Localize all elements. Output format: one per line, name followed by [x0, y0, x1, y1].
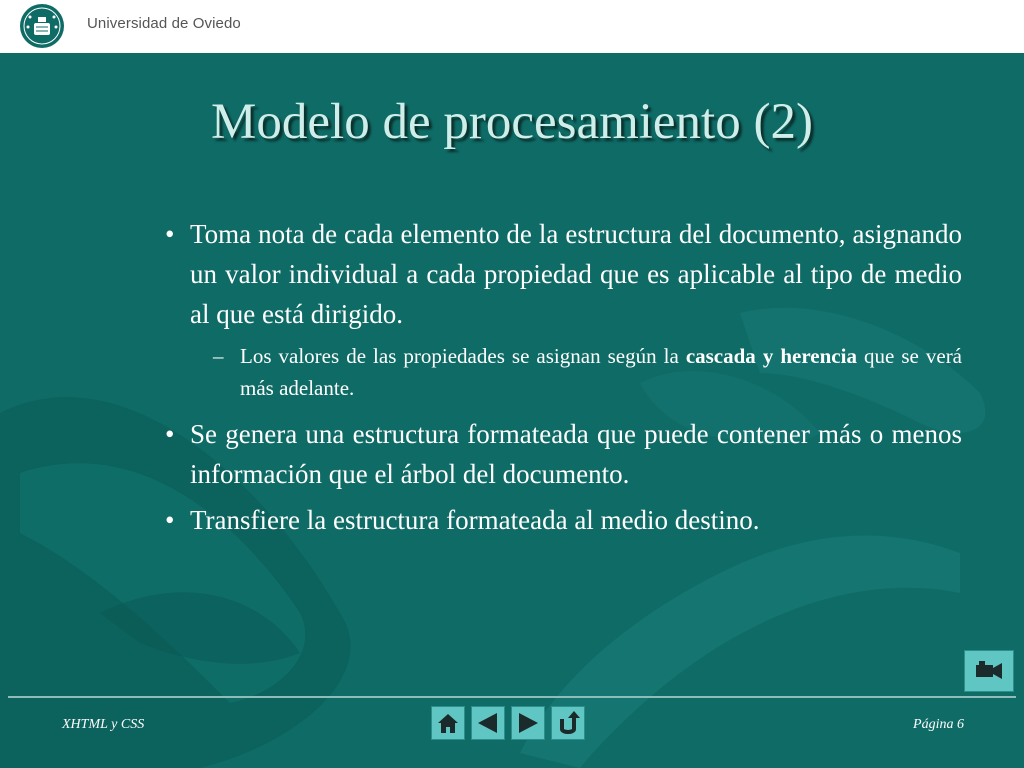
- video-camera-icon: [965, 651, 1013, 691]
- next-slide-button[interactable]: [511, 706, 545, 740]
- previous-icon: [472, 707, 504, 739]
- institution-name: Universidad de Oviedo: [87, 15, 241, 32]
- sub-bullet-text-end: que se verá más adelante.: [240, 344, 963, 400]
- header-bar: [0, 0, 1024, 52]
- bullet-marker: •: [165, 219, 175, 249]
- bullet-marker: •: [165, 419, 175, 449]
- next-icon: [512, 707, 544, 739]
- sub-bullet-text-start: Los valores de las propiedades se asignan según la: [240, 344, 686, 368]
- footer-divider: [8, 696, 1016, 698]
- university-seal-icon: [18, 3, 66, 49]
- bullet-marker: •: [165, 505, 175, 535]
- slide-body: [0, 53, 1024, 768]
- bullet-item: [165, 414, 962, 494]
- previous-slide-button[interactable]: [471, 706, 505, 740]
- slide-title: Modelo de procesamiento (2): [211, 94, 813, 150]
- bullet-item: [165, 500, 962, 540]
- bullet-text: Transfiere la estructura formateada al medio destino.: [190, 505, 760, 535]
- bullet-text: Toma nota de cada elemento de la estructura del documento, asignando un valor individual a cada propiedad que es aplicable al tipo de medio al que está dirigido.: [190, 219, 962, 329]
- bullet-list: [165, 214, 962, 546]
- sub-bullet-item: [165, 340, 962, 404]
- video-camera-button[interactable]: [964, 650, 1014, 692]
- home-icon: [432, 707, 464, 739]
- bullet-item: [165, 214, 962, 334]
- return-icon: [552, 707, 584, 739]
- bullet-text: Se genera una estructura formateada que puede contener más o menos información que el árbol del documento.: [190, 419, 962, 489]
- footer-course-title: XHTML y CSS: [62, 717, 145, 732]
- return-button[interactable]: [551, 706, 585, 740]
- dash-marker: –: [213, 344, 224, 368]
- page-number: Página 6: [913, 717, 964, 732]
- sub-bullet-bold-text: cascada y herencia: [685, 344, 857, 368]
- home-button[interactable]: [431, 706, 465, 740]
